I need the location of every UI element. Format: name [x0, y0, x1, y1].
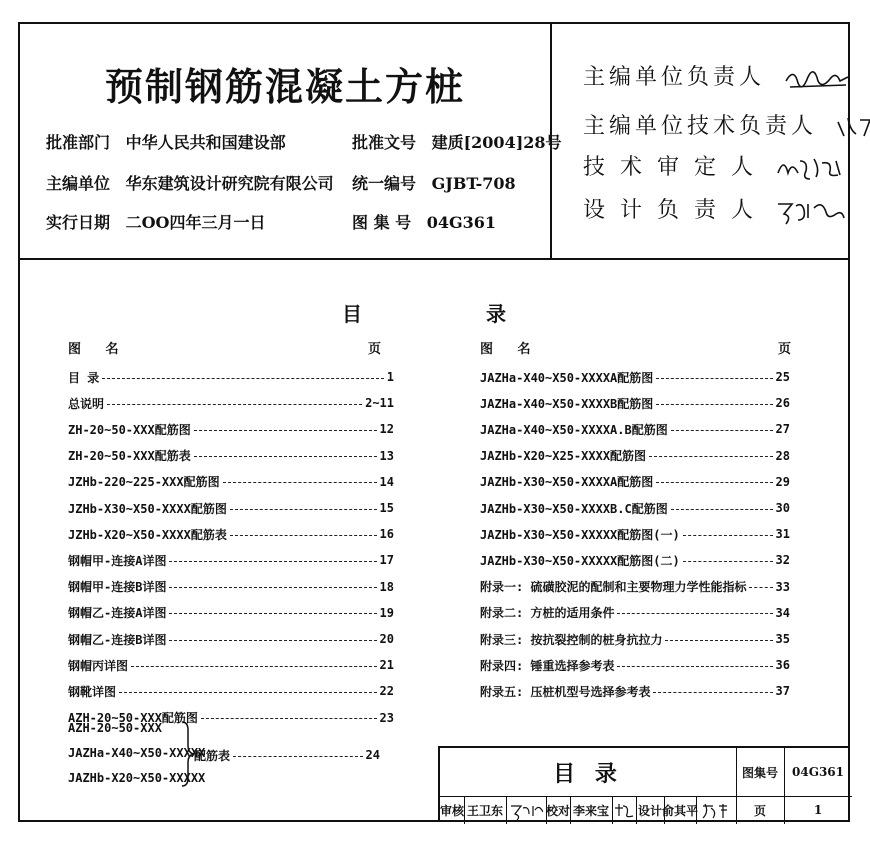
- signatory-row: [583, 60, 854, 93]
- dotted-leader: [169, 561, 376, 562]
- toc-entry-page: 30: [775, 501, 790, 515]
- check-signature-cell: [612, 796, 636, 824]
- left-col-name-header: 图 名: [68, 342, 129, 357]
- dotted-leader: [102, 378, 384, 379]
- toc-entry: [68, 448, 394, 464]
- meta-chief-unit: [46, 171, 334, 194]
- toc-entry: [68, 657, 394, 673]
- toc-entry-page: 1: [386, 370, 394, 384]
- toc-heading-right: 录: [486, 302, 506, 326]
- dotted-leader: [201, 718, 377, 719]
- toc-entry: [480, 605, 790, 621]
- toc-entry: [68, 395, 394, 411]
- toc-entry-name: 钢帽乙-连接A详图: [68, 606, 167, 621]
- toc-entry: [480, 552, 790, 568]
- toc-entry: [480, 395, 790, 411]
- toc-entry-name: JZHb-220~225-XXX配筋图: [68, 475, 220, 490]
- meta-label: 实行日期: [46, 213, 111, 232]
- toc-entry: [68, 421, 394, 437]
- brace-item: JAZHa-X40~X50-XXXXX: [68, 746, 206, 760]
- toc-entry-page: 17: [379, 553, 394, 568]
- right-col-page-header: 页: [778, 342, 792, 357]
- dotted-leader: [656, 482, 772, 483]
- toc-entry-page: 12: [379, 422, 394, 437]
- toc-entry-page: 16: [379, 527, 394, 542]
- toc-entry: [68, 474, 394, 490]
- dotted-leader: [194, 456, 377, 457]
- toc-entry-page: 14: [379, 474, 394, 489]
- handwritten-signature: [834, 112, 870, 142]
- signatory-row: [583, 109, 870, 142]
- toc-entry-name: JZHb-X20~X50-XXXX配筋表: [68, 527, 227, 542]
- toc-entry-page: 13: [379, 448, 394, 463]
- toc-entry: [68, 526, 394, 542]
- brace-item: JAZHb-X20~X50-XXXXX: [68, 771, 206, 785]
- signatory-role: 设 计 负 责 人: [583, 198, 757, 223]
- atlas-title: 预制钢筋混凝土方桩: [104, 64, 465, 109]
- toc-entry-page: 37: [775, 684, 790, 699]
- toc-entry-brace: [194, 747, 380, 763]
- toc-entry-page: 20: [379, 632, 394, 646]
- toc-entry-name: 附录三: 按抗裂控制的桩身抗拉力: [480, 632, 663, 647]
- toc-entry-name: 钢靴详图: [68, 684, 117, 699]
- toc-entry-name: 钢帽甲-连接B详图: [68, 580, 167, 595]
- toc-entry-name: ZH-20~50-XXX配筋图: [68, 422, 191, 437]
- header-divider: [18, 258, 850, 260]
- toc-entry-name: 附录五: 压桩机型号选择参考表: [480, 684, 651, 699]
- toc-entry-page: 34: [775, 605, 790, 620]
- meta-label: 统一编号: [352, 174, 417, 193]
- toc-entry-name: JAZHb-X30~X50-XXXXB.C配筋图: [480, 501, 668, 516]
- dotted-leader: [671, 430, 773, 431]
- toc-entry-page: 29: [775, 474, 790, 489]
- dotted-leader: [649, 456, 773, 457]
- toc-entry-page: 33: [775, 579, 790, 594]
- signatory-row: [583, 150, 846, 183]
- signatory-row: [583, 193, 846, 226]
- meta-label: 批准文号: [352, 133, 417, 152]
- dotted-leader: [671, 509, 773, 510]
- toc-entry: [480, 421, 790, 437]
- toc-entry-page: 24: [365, 748, 380, 762]
- dotted-leader: [223, 482, 377, 483]
- dotted-leader: [617, 666, 772, 667]
- dotted-leader: [169, 640, 376, 641]
- meta-unified-no: [352, 171, 516, 194]
- toc-entry: [480, 631, 790, 647]
- toc-entry-name: 附录四: 锤重选择参考表: [480, 658, 615, 673]
- toc-entry: [480, 579, 790, 595]
- handwritten-signature: [774, 153, 846, 183]
- toc-entry-page: 15: [379, 501, 394, 515]
- dotted-leader: [233, 756, 363, 757]
- meta-label: 批准部门: [46, 133, 111, 152]
- toc-entry: [68, 605, 394, 621]
- dotted-leader: [653, 692, 772, 693]
- meta-label: 主编单位: [46, 174, 111, 193]
- toc-entry-name: JAZHa-X40~X50-XXXXB配筋图: [480, 396, 654, 411]
- toc-entry-page: 35: [775, 632, 790, 646]
- design-signature-cell: [696, 796, 736, 824]
- dotted-leader: [656, 378, 772, 379]
- meta-value: GJBT-708: [431, 174, 516, 193]
- title-block: [438, 746, 850, 822]
- toc-entry: [68, 500, 394, 516]
- toc-entry-name: 总说明: [68, 396, 105, 411]
- toc-entry: [480, 500, 790, 516]
- dotted-leader: [194, 430, 377, 431]
- toc-entry-name: 附录一: 硫磺胶泥的配制和主要物理力学性能指标: [480, 580, 747, 595]
- page-label: 页: [753, 803, 766, 818]
- design-name: 俞其平: [662, 803, 699, 818]
- toc-entry-name: JAZHa-X40~X50-XXXXA.B配筋图: [480, 422, 668, 437]
- dotted-leader: [749, 587, 772, 588]
- dotted-leader: [617, 613, 772, 614]
- toc-entry-page: 36: [775, 658, 790, 673]
- toc-entry-name: JAZHb-X30~X50-XXXXX配筋图(一): [480, 527, 680, 542]
- meta-value: 二OO四年三月一日: [125, 213, 266, 232]
- review-label: 审核: [440, 803, 465, 818]
- toc-entry-page: 32: [775, 553, 790, 568]
- toc-entry: [480, 657, 790, 673]
- meta-label: 图 集 号: [352, 213, 412, 232]
- handwritten-signature: [509, 800, 543, 820]
- toc-entry-page: 28: [775, 448, 790, 463]
- toc-entry-name: 钢帽丙详图: [68, 658, 129, 673]
- toc-heading-left: 目: [342, 302, 362, 326]
- toc-entry-page: 23: [379, 710, 394, 725]
- review-signature-cell: [506, 796, 546, 824]
- meta-effective-date: [46, 210, 265, 233]
- toc-entry-name: 附录二: 方桩的适用条件: [480, 606, 615, 621]
- toc-entry: [68, 552, 394, 568]
- dotted-leader: [230, 509, 377, 510]
- toc-entry-page: 31: [775, 527, 790, 542]
- meta-approval-no: [352, 130, 562, 153]
- dotted-leader: [119, 692, 377, 693]
- brace-symbol: [180, 720, 194, 788]
- page-number: 1: [813, 803, 823, 817]
- toc-entry-name: JAZHb-X30~X50-XXXXX配筋图(二): [480, 553, 680, 568]
- toc-entry-name: 钢帽乙-连接B详图: [68, 632, 167, 647]
- meta-value: 建质[2004]28号: [431, 133, 562, 152]
- check-name: 李来宝: [572, 803, 609, 818]
- dotted-leader: [656, 404, 772, 405]
- dotted-leader: [169, 613, 376, 614]
- dotted-leader: [131, 666, 377, 667]
- toc-entry-page: 27: [775, 422, 790, 437]
- toc-entry: [68, 631, 394, 647]
- toc-entry-page: 21: [379, 658, 394, 673]
- toc-entry-page: 19: [379, 605, 394, 620]
- toc-entry-name: ZH-20~50-XXX配筋表: [68, 449, 191, 464]
- design-label: 设计: [637, 803, 662, 818]
- toc-entry-name: JZHb-X30~X50-XXXX配筋图: [68, 501, 227, 516]
- toc-entry: [68, 369, 394, 385]
- brace-item: AZH-20~50-XXX: [68, 721, 162, 735]
- handwritten-signature: [782, 63, 854, 93]
- toc-entry: [480, 683, 790, 699]
- dotted-leader: [665, 640, 772, 641]
- meta-value: 华东建筑设计研究院有限公司: [125, 174, 334, 193]
- toc-entry-page: 26: [775, 396, 790, 411]
- toc-entry: [480, 448, 790, 464]
- meta-value: 中华人民共和国建设部: [125, 133, 286, 152]
- dotted-leader: [683, 561, 773, 562]
- review-name: 王卫东: [466, 803, 503, 818]
- left-col-page-header: 页: [368, 342, 382, 357]
- toc-entry-name: JAZHb-X20~X25-XXXX配筋图: [480, 449, 647, 464]
- toc-entry-name: 配筋表: [194, 748, 231, 763]
- header-left-panel: [18, 22, 562, 258]
- dotted-leader: [169, 587, 376, 588]
- atlas-no-value: 04G361: [792, 765, 844, 779]
- toc-entry-name: 目 录: [68, 370, 100, 385]
- meta-atlas-no: [352, 210, 496, 233]
- toc-entry-page: 2~11: [365, 396, 394, 411]
- check-label: 校对: [546, 803, 571, 818]
- handwritten-signature: [699, 800, 733, 820]
- toc-entry-name: 钢帽甲-连接A详图: [68, 553, 167, 568]
- sheet-title: 目 录: [553, 760, 623, 787]
- meta-value: 04G361: [426, 213, 497, 232]
- signatory-role: 主编单位技术负责人: [583, 114, 818, 139]
- toc-entry: [480, 526, 790, 542]
- atlas-no-label: 图集号: [741, 765, 778, 780]
- right-col-name-header: 图 名: [480, 342, 541, 357]
- toc-entry: [480, 369, 790, 385]
- meta-approval-dept: [46, 130, 286, 153]
- toc-entry: [68, 683, 394, 699]
- toc-entry-name: JAZHa-X40~X50-XXXXA配筋图: [480, 370, 654, 385]
- toc-entry-page: 18: [379, 579, 394, 594]
- signatory-role: 技 术 审 定 人: [583, 155, 757, 180]
- dotted-leader: [230, 535, 377, 536]
- toc-entry-page: 22: [379, 684, 394, 699]
- signatory-role: 主编单位负责人: [583, 65, 766, 90]
- toc-entry-name: JAZHb-X30~X50-XXXXA配筋图: [480, 475, 654, 490]
- handwritten-signature: [613, 800, 635, 820]
- toc-entry: [480, 474, 790, 490]
- toc-entry-page: 25: [775, 370, 790, 384]
- dotted-leader: [107, 404, 362, 405]
- toc-entry: [68, 579, 394, 595]
- handwritten-signature: [774, 196, 846, 226]
- dotted-leader: [683, 535, 773, 536]
- toc-entry-name: AZH-20~50-XXX配筋图: [68, 711, 198, 726]
